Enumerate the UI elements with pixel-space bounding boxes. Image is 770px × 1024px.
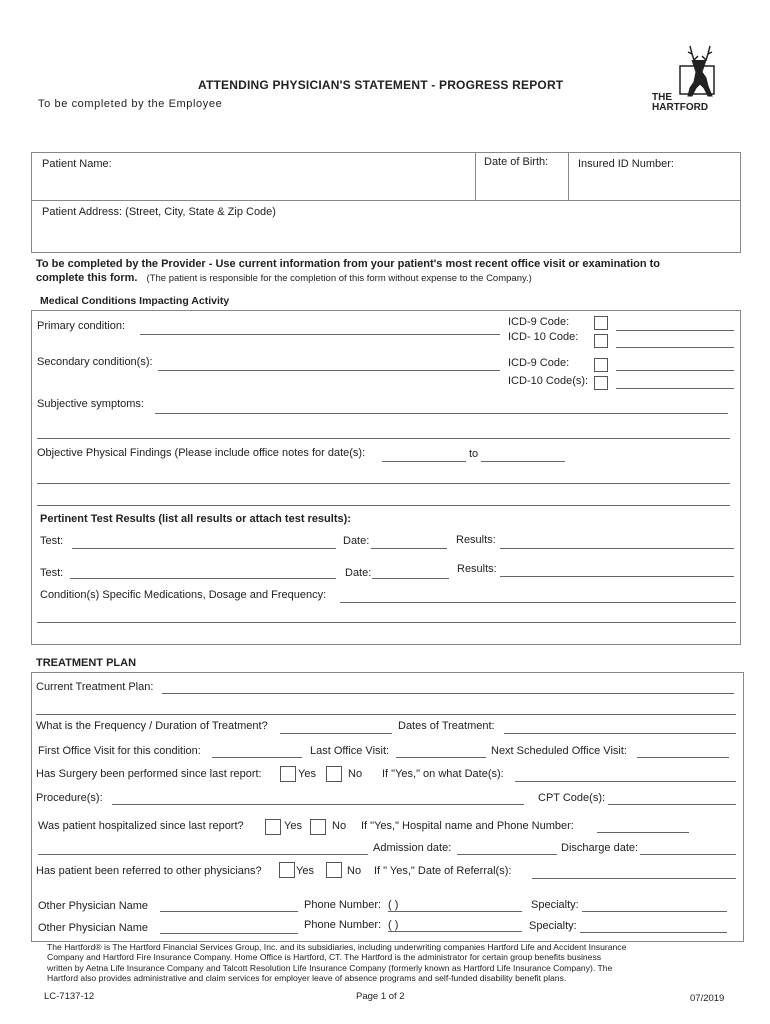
- treatment-plan-heading: TREATMENT PLAN: [36, 657, 137, 669]
- medications-label: Condition(s) Specific Medications, Dosage and Frequency:: [40, 589, 327, 601]
- next-visit-label: Next Scheduled Office Visit:: [491, 745, 627, 757]
- referred-no-checkbox[interactable]: [326, 862, 342, 878]
- hospitalized-yes-label: Yes: [284, 820, 302, 832]
- phone-field-1[interactable]: [388, 911, 522, 912]
- disclaimer-line-2: Company and Hartford Fire Insurance Company. Home Office is Hartford, CT. The Hartford is the administrator for certain group benefits business: [47, 952, 602, 963]
- dates-treatment-field[interactable]: [504, 733, 736, 734]
- specialty-label-2: Specialty:: [529, 920, 577, 932]
- form-date: 07/2019: [690, 993, 725, 1004]
- objective-date-to[interactable]: [481, 461, 565, 462]
- other-physician-label-2: Other Physician Name: [38, 922, 149, 934]
- secondary-condition-field[interactable]: [158, 370, 500, 371]
- phone-label-1: Phone Number:: [304, 899, 382, 911]
- disclaimer: [47, 942, 626, 984]
- referred-label: Has patient been referred to other physicians?: [36, 865, 262, 877]
- employee-instruction: To be completed by the Employee: [38, 98, 223, 110]
- phone-field-2[interactable]: [388, 931, 522, 932]
- disclaimer-line-3: written by Aetna Life Insurance Company and Talcott Resolution Life Insurance Company (formerly known as Hartford Life Insurance Company). The: [47, 962, 613, 973]
- hospital-info-label: If "Yes," Hospital name and Phone Number:: [361, 820, 574, 832]
- icd10-label-b: ICD-10 Code(s):: [508, 375, 589, 387]
- last-visit-label: Last Office Visit:: [310, 745, 390, 757]
- dob-label: Date of Birth:: [484, 156, 549, 168]
- referred-yes-label: Yes: [296, 865, 314, 877]
- icd9-field-b[interactable]: [616, 370, 734, 371]
- surgery-yes-checkbox[interactable]: [280, 766, 296, 782]
- results-field-1[interactable]: [500, 548, 734, 549]
- test-label-2: Test:: [40, 567, 64, 579]
- hospitalized-label: Was patient hospitalized since last report?: [38, 820, 244, 832]
- disclaimer-line-4: Hartford also provides administrative and claim services for employer leave of absence programs and self-funded disability benefit plans.: [47, 973, 567, 984]
- next-visit-field[interactable]: [637, 757, 729, 758]
- test-date-label-1: Date:: [343, 535, 370, 547]
- icd10-label-a: ICD- 10 Code:: [508, 331, 579, 343]
- form-id: LC-7137-12: [44, 991, 95, 1002]
- referred-yes-checkbox[interactable]: [279, 862, 295, 878]
- divider: [31, 200, 740, 201]
- medications-field-2[interactable]: [37, 622, 736, 623]
- secondary-condition-label: Secondary condition(s):: [37, 356, 153, 368]
- other-physician-field-2[interactable]: [160, 933, 298, 934]
- last-visit-field[interactable]: [396, 757, 486, 758]
- subjective-symptoms-field-2[interactable]: [37, 438, 730, 439]
- phone-parens-1: ( ): [388, 899, 399, 911]
- test-results-heading: Pertinent Test Results (list all results or attach test results):: [40, 513, 351, 525]
- cpt-label: CPT Code(s):: [538, 792, 606, 804]
- form-title: ATTENDING PHYSICIAN'S STATEMENT - PROGRESS REPORT: [198, 78, 564, 92]
- referral-date-field[interactable]: [532, 878, 736, 879]
- phone-label-2: Phone Number:: [304, 919, 382, 931]
- objective-date-from[interactable]: [382, 461, 466, 462]
- test-date-field-1[interactable]: [371, 548, 447, 549]
- first-visit-label: First Office Visit for this condition:: [38, 745, 201, 757]
- surgery-yes-label: Yes: [298, 768, 316, 780]
- other-physician-label-1: Other Physician Name: [38, 900, 149, 912]
- discharge-field[interactable]: [640, 854, 736, 855]
- test-label-1: Test:: [40, 535, 64, 547]
- objective-findings-label: Objective Physical Findings (Please include office notes for date(s):: [37, 447, 366, 459]
- hartford-logo: [652, 42, 722, 116]
- dates-treatment-label: Dates of Treatment:: [398, 720, 495, 732]
- surgery-label: Has Surgery been performed since last report:: [36, 768, 262, 780]
- results-field-2[interactable]: [500, 576, 734, 577]
- procedure-field[interactable]: [112, 804, 524, 805]
- icd9-checkbox-b[interactable]: [594, 358, 608, 372]
- specialty-field-2[interactable]: [580, 932, 727, 933]
- divider: [475, 152, 476, 200]
- provider-heading: To be completed by the Provider - Use current information from your patient's most recent office visit or examination to: [36, 258, 661, 270]
- divider: [568, 152, 569, 200]
- surgery-dates-field[interactable]: [515, 781, 736, 782]
- subjective-symptoms-field[interactable]: [155, 413, 728, 414]
- hospitalized-no-checkbox[interactable]: [310, 819, 326, 835]
- icd9-label-a: ICD-9 Code:: [508, 316, 570, 328]
- disclaimer-line-1: The Hartford® is The Hartford Financial Services Group, Inc. and its subsidiaries, including underwriting companies Hartford Life and Accident Insurance: [47, 942, 627, 952]
- surgery-no-label: No: [348, 768, 363, 780]
- cpt-field[interactable]: [608, 804, 736, 805]
- objective-findings-field[interactable]: [37, 483, 730, 484]
- phone-parens-2: ( ): [388, 919, 399, 931]
- test-field-2[interactable]: [70, 578, 336, 579]
- referral-date-label: If " Yes," Date of Referral(s):: [374, 865, 512, 877]
- hospitalized-yes-checkbox[interactable]: [265, 819, 281, 835]
- current-treatment-field[interactable]: [162, 693, 734, 694]
- logo-text-hartford: HARTFORD: [652, 102, 709, 113]
- insured-id-label: Insured ID Number:: [578, 158, 674, 170]
- medical-heading: Medical Conditions Impacting Activity: [40, 295, 230, 307]
- referred-no-label: No: [347, 865, 362, 877]
- hospital-info-field[interactable]: [597, 832, 689, 833]
- specialty-field-1[interactable]: [582, 911, 727, 912]
- current-treatment-label: Current Treatment Plan:: [36, 681, 154, 693]
- current-treatment-field-2[interactable]: [36, 714, 736, 715]
- other-physician-field-1[interactable]: [160, 911, 298, 912]
- page-number: Page 1 of 2: [356, 991, 405, 1002]
- icd9-field-a[interactable]: [616, 330, 734, 331]
- surgery-no-checkbox[interactable]: [326, 766, 342, 782]
- hospital-info-field-2[interactable]: [38, 854, 368, 855]
- surgery-dates-label: If "Yes," on what Date(s):: [382, 768, 504, 780]
- first-visit-field[interactable]: [212, 757, 302, 758]
- icd9-label-b: ICD-9 Code:: [508, 357, 570, 369]
- primary-condition-field[interactable]: [140, 334, 500, 335]
- frequency-label: What is the Frequency / Duration of Treatment?: [36, 720, 268, 732]
- icd9-checkbox-a[interactable]: [594, 316, 608, 330]
- provider-heading-line2: complete this form.: [36, 272, 138, 284]
- procedure-label: Procedure(s):: [36, 792, 103, 804]
- provider-heading-cont: [36, 272, 532, 284]
- test-date-field-2[interactable]: [372, 578, 449, 579]
- patient-address-label: Patient Address: (Street, City, State & Zip Code): [42, 206, 276, 218]
- icd10-checkbox-a[interactable]: [594, 334, 608, 348]
- icd10-checkbox-b[interactable]: [594, 376, 608, 390]
- admission-label: Admission date:: [373, 842, 452, 854]
- test-date-label-2: Date:: [345, 567, 372, 579]
- icd10-field-b[interactable]: [616, 388, 734, 389]
- results-label-2: Results:: [457, 563, 497, 575]
- admission-field[interactable]: [457, 854, 557, 855]
- primary-condition-label: Primary condition:: [37, 320, 126, 332]
- logo-text-the: THE: [652, 92, 672, 103]
- icd10-field-a[interactable]: [616, 347, 734, 348]
- test-field-1[interactable]: [72, 548, 336, 549]
- subjective-symptoms-label: Subjective symptoms:: [37, 398, 144, 410]
- results-label-1: Results:: [456, 534, 496, 546]
- hospitalized-no-label: No: [332, 820, 347, 832]
- objective-findings-field-2[interactable]: [37, 505, 730, 506]
- patient-name-label: Patient Name:: [42, 158, 112, 170]
- medications-field[interactable]: [340, 602, 736, 603]
- frequency-field[interactable]: [280, 733, 392, 734]
- provider-note: (The patient is responsible for the completion of this form without expense to the Company.): [146, 273, 532, 284]
- specialty-label-1: Specialty:: [531, 899, 579, 911]
- to-label: to: [469, 448, 479, 460]
- discharge-label: Discharge date:: [561, 842, 639, 854]
